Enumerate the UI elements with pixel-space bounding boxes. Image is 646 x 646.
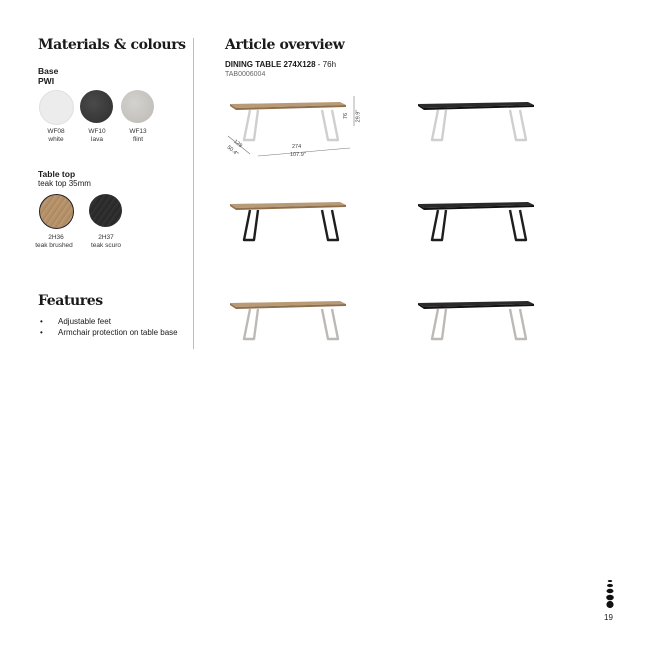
- table-leg: [244, 210, 258, 240]
- table-leg: [432, 110, 446, 140]
- swatch-wf08-name: white: [48, 136, 64, 143]
- table-image: [418, 301, 534, 339]
- base-title: Base: [38, 66, 59, 76]
- swatch-wf13-name: flint: [132, 136, 144, 143]
- materials-heading: Materials & colours: [38, 37, 186, 53]
- table-leg: [322, 110, 338, 140]
- column-divider: [193, 38, 194, 349]
- swatch-wf13[interactable]: [121, 90, 154, 123]
- dim-depth-in: 50.4": [225, 144, 240, 158]
- table-leg: [322, 309, 338, 339]
- feature-text: Armchair protection on table base: [58, 328, 178, 337]
- article-name-line: [225, 60, 336, 69]
- table-leg: [510, 309, 526, 339]
- base-subtitle: PWI: [38, 76, 55, 86]
- features-heading: Features: [38, 293, 103, 309]
- swatch-2h37-code: 2H37: [98, 234, 114, 241]
- table-image: [230, 202, 346, 240]
- swatch-wf10-name: lava: [91, 136, 103, 143]
- article-heading: Article overview: [225, 37, 345, 53]
- article-name: DINING TABLE 274X128: [225, 60, 316, 69]
- tabletop-title: Table top: [38, 169, 76, 179]
- article-images: [220, 90, 600, 360]
- table-leg: [510, 210, 526, 240]
- swatch-2h36-name: teak brushed: [35, 242, 73, 249]
- dim-height-cm: 76: [343, 112, 350, 120]
- swatch-wf08-code: WF08: [47, 128, 65, 135]
- table-image: [418, 102, 534, 140]
- dim-depth-cm: 128: [232, 138, 244, 150]
- tabletop-subtitle: teak top 35mm: [38, 179, 91, 188]
- swatch-wf13-code: WF13: [129, 128, 147, 135]
- dim-width-in: 107.9": [290, 152, 306, 158]
- swatch-2h37[interactable]: [89, 194, 122, 227]
- swatch-wf08[interactable]: [39, 90, 74, 125]
- feature-text: Adjustable feet: [58, 317, 111, 326]
- article-height: - 76h: [317, 60, 337, 69]
- table-leg: [322, 210, 338, 240]
- article-code: TAB0006004: [225, 71, 266, 78]
- table-leg: [244, 110, 258, 140]
- table-image: [230, 301, 346, 339]
- dim-height-in: 29.9": [355, 109, 362, 123]
- bullet-icon: •: [40, 317, 43, 326]
- swatch-2h37-name: teak scuro: [91, 242, 121, 249]
- bullet-icon: •: [40, 328, 43, 337]
- swatch-2h36-code: 2H36: [48, 234, 64, 241]
- table-image: [230, 102, 346, 140]
- table-leg: [244, 309, 258, 339]
- table-leg: [432, 309, 446, 339]
- table-image: [418, 202, 534, 240]
- swatch-wf10[interactable]: [80, 90, 113, 123]
- table-leg: [432, 210, 446, 240]
- page-number: 19: [604, 613, 613, 622]
- swatch-wf10-code: WF10: [88, 128, 106, 135]
- swatch-2h36[interactable]: [39, 194, 74, 229]
- dim-width-cm: 274: [292, 144, 302, 150]
- table-leg: [510, 110, 526, 140]
- stacked-dots-icon: [604, 579, 616, 614]
